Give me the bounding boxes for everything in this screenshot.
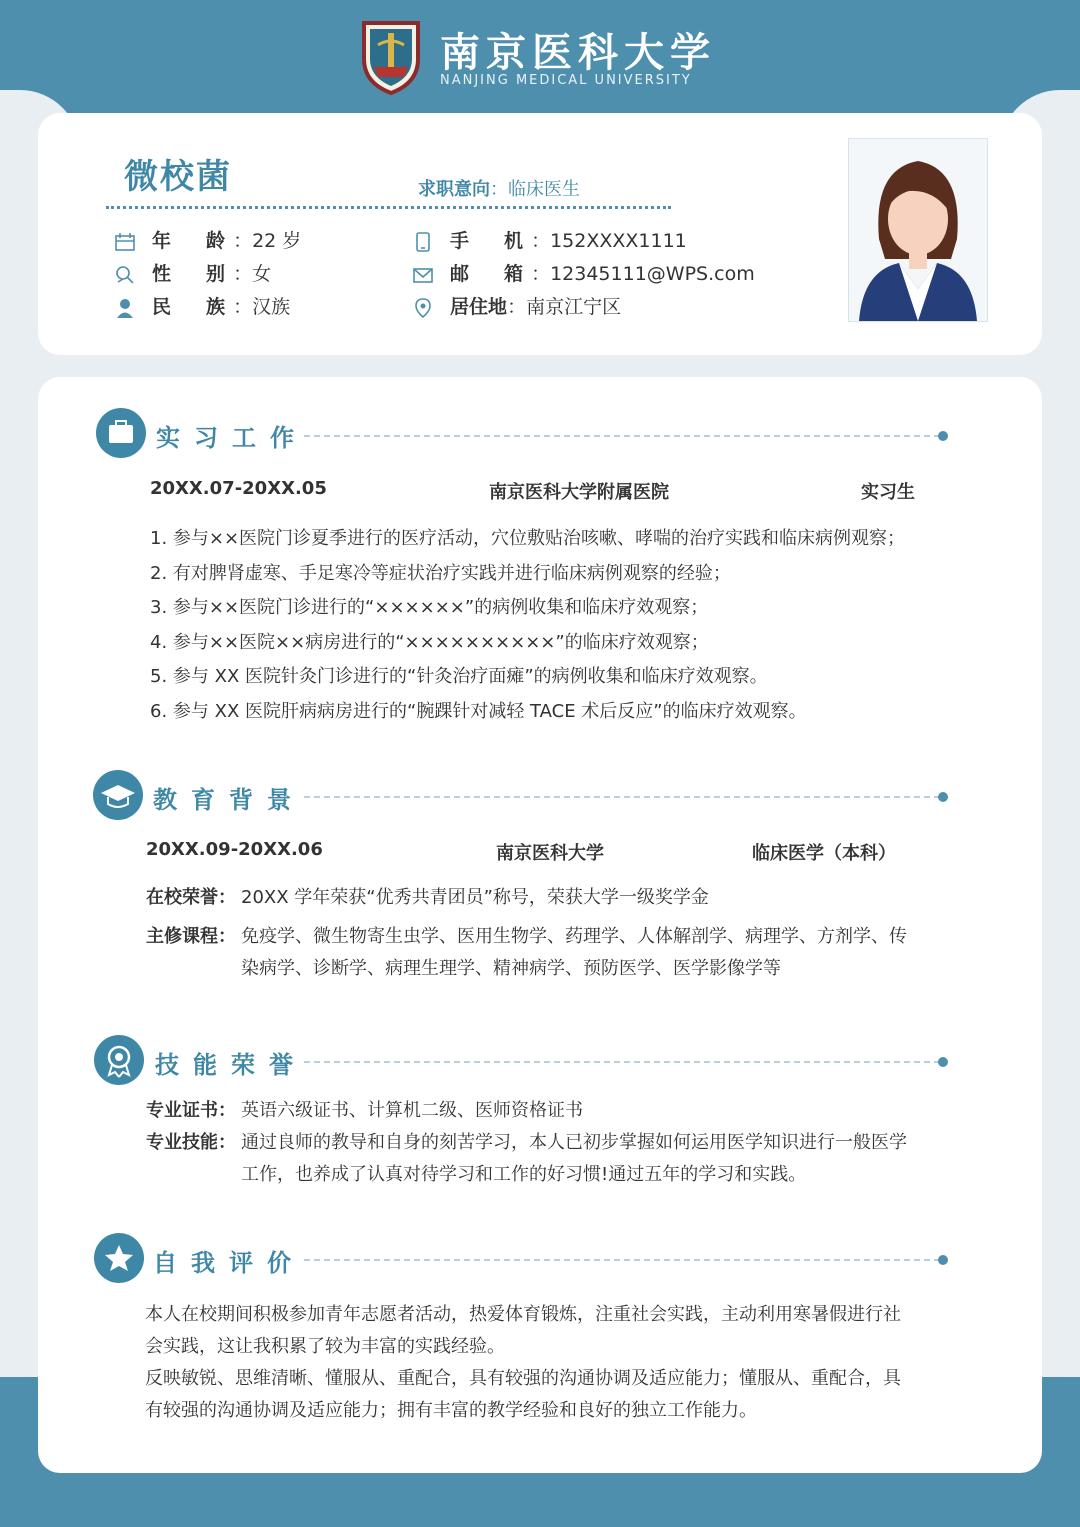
section-divider-dot [938, 1255, 948, 1265]
section-title-skills: 技能荣誉 [155, 1051, 307, 1079]
education-major: 临床医学（本科） [752, 843, 896, 864]
section-divider [304, 435, 940, 437]
skills-certificates [146, 1095, 966, 1127]
location-icon [412, 297, 434, 319]
self-evaluation-text [145, 1299, 975, 1427]
internship-org: 南京医科大学附属医院 [489, 482, 669, 503]
skill-label: 专业技能： [146, 1132, 236, 1153]
info-age: 年 龄：22 岁 [114, 228, 301, 254]
internship-list [150, 522, 905, 730]
list-item: 6. 参与 XX 医院肝病病房进行的“腕踝针对减轻 TACE 术后反应”的临床疗效观察。 [150, 700, 807, 722]
courses-line-2: 染病学、诊断学、病理生理学、精神病学、预防医学、医学影像学等 [241, 958, 781, 979]
self-line: 会实践，这让我积累了较为丰富的实践经验。 [145, 1336, 505, 1357]
section-divider [304, 796, 940, 798]
self-line: 本人在校期间积极参加青年志愿者活动，热爱体育锻炼，注重社会实践，主动利用寒暑假进行社 [145, 1304, 901, 1325]
gender-icon [114, 264, 136, 286]
name-divider [106, 206, 671, 209]
briefcase-icon [96, 408, 146, 458]
list-item: 3. 参与××医院门诊进行的“××××××”的病例收集和临床疗效观察； [150, 597, 709, 619]
university-header [360, 15, 720, 100]
star-icon [94, 1233, 144, 1283]
internship-role: 实习生 [861, 482, 915, 503]
list-item: 2. 有对脾肾虚寒、手足寒冷等症状治疗实践并进行临床病例观察的经验； [150, 562, 731, 584]
education-school: 南京医科大学 [496, 843, 604, 864]
avatar-illustration-icon [849, 139, 987, 321]
candidate-name: 微校菌 [124, 157, 232, 197]
honors-label: 在校荣誉： [146, 887, 236, 908]
section-skills-badge [94, 1035, 144, 1085]
info-phone: 手 机：152XXXX1111 [412, 228, 687, 254]
education-courses [146, 921, 966, 985]
section-divider [304, 1259, 940, 1261]
education-honors [146, 882, 966, 914]
info-email: 邮 箱：12345111@WPS.com [412, 261, 755, 287]
university-emblem-icon [360, 19, 422, 95]
section-internship-badge [96, 408, 146, 458]
university-name-en: NANJING MEDICAL UNIVERSITY [440, 73, 692, 88]
list-item: 5. 参与 XX 医院针灸门诊进行的“针灸治疗面瘫”的病例收集和临床疗效观察。 [150, 666, 768, 688]
list-item: 4. 参与××医院××病房进行的“××××××××××”的临床疗效观察； [150, 631, 709, 653]
job-intent: 求职意向：临床医生 [418, 179, 580, 200]
info-address: 居住地：南京江宁区 [412, 294, 621, 320]
profile-photo [848, 138, 988, 322]
honors-value: 20XX 学年荣获“优秀共青团员”称号，荣获大学一级奖学金 [241, 887, 709, 908]
skill-line-2: 工作，也养成了认真对待学习和工作的好习惯!通过五年的学习和实践。 [241, 1164, 807, 1185]
self-line: 反映敏锐、思维清晰、懂服从、重配合，具有较强的沟通协调及适应能力；懂服从、重配合，具 [145, 1368, 901, 1389]
courses-label: 主修课程： [146, 926, 236, 947]
content-card [38, 377, 1042, 1473]
internship-date: 20XX.07-20XX.05 [150, 478, 327, 499]
list-item: 1. 参与××医院门诊夏季进行的医疗活动，穴位敷贴治咳嗽、哮喘的治疗实践和临床病例观察； [150, 528, 906, 549]
self-line: 有较强的沟通协调及适应能力；拥有丰富的教学经验和良好的独立工作能力。 [145, 1400, 757, 1421]
info-ethnicity: 民 族：汉族 [114, 294, 290, 320]
section-title-self: 自我评价 [153, 1249, 305, 1277]
mail-icon [412, 264, 434, 286]
award-icon [94, 1035, 144, 1085]
profile-card [38, 113, 1042, 355]
section-divider [304, 1061, 940, 1063]
graduation-cap-icon [93, 770, 143, 820]
section-divider-dot [938, 1057, 948, 1067]
university-name-cn: 南京医科大学 [440, 29, 716, 76]
person-icon [114, 297, 136, 319]
calendar-icon [114, 231, 136, 253]
info-gender: 性 别：女 [114, 261, 271, 287]
skills-abilities [146, 1127, 966, 1191]
job-intent-label: 求职意向 [418, 179, 490, 200]
skill-line-1: 通过良师的教导和自身的刻苦学习，本人已初步掌握如何运用医学知识进行一般医学 [241, 1132, 907, 1153]
cert-value: 英语六级证书、计算机二级、医师资格证书 [241, 1100, 583, 1121]
cert-label: 专业证书： [146, 1100, 236, 1121]
education-date: 20XX.09-20XX.06 [146, 839, 323, 860]
section-self-badge [94, 1233, 144, 1283]
section-divider-dot [938, 431, 948, 441]
section-title-education: 教育背景 [153, 786, 305, 814]
courses-line-1: 免疫学、微生物寄生虫学、医用生物学、药理学、人体解剖学、病理学、方剂学、传 [241, 926, 907, 947]
section-title-internship: 实习工作 [156, 424, 308, 452]
section-education-badge [93, 770, 143, 820]
job-intent-value: 临床医生 [508, 179, 580, 200]
section-divider-dot [938, 792, 948, 802]
phone-icon [412, 231, 434, 253]
